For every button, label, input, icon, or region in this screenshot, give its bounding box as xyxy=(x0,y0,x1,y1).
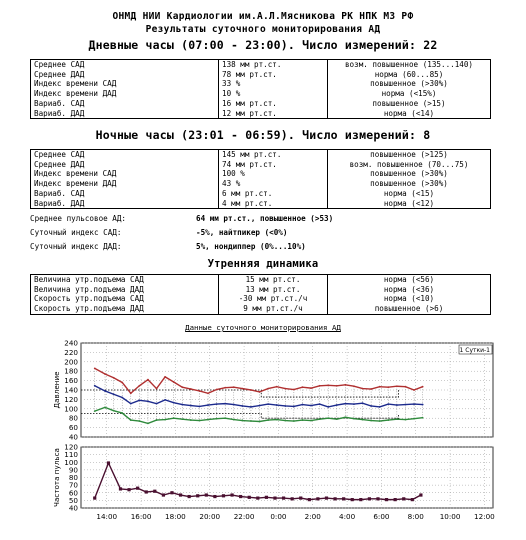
data-point xyxy=(239,495,242,498)
data-point xyxy=(156,419,158,421)
data-point xyxy=(379,420,381,422)
param-value: 33 % xyxy=(219,79,328,89)
param-name: Вариаб. САД xyxy=(31,99,219,109)
param-value: 16 мм рт.ст. xyxy=(219,99,328,109)
data-point xyxy=(156,403,158,405)
param-value: 6 мм рт.ст. xyxy=(219,189,328,199)
data-point xyxy=(196,494,199,497)
param-value: 4 мм рт.ст. xyxy=(219,199,328,209)
data-point xyxy=(394,498,397,501)
y-tick-label: 70 xyxy=(68,480,78,490)
param-name: Среднее САД xyxy=(31,150,219,160)
param-assessment: норма (<15) xyxy=(328,189,491,199)
data-point xyxy=(130,392,132,394)
data-point xyxy=(113,377,115,379)
report-subtitle: Результаты суточного мониторирования АД xyxy=(145,24,381,35)
data-point xyxy=(353,418,355,420)
param-name: Скорость утр.подъема САД xyxy=(31,294,219,304)
data-point xyxy=(405,404,407,406)
data-point xyxy=(310,405,312,407)
data-point xyxy=(402,497,405,500)
param-assessment: норма (<36) xyxy=(328,285,491,295)
data-point xyxy=(284,405,286,407)
data-point xyxy=(293,420,295,422)
data-point xyxy=(327,406,329,408)
data-point xyxy=(104,406,106,408)
param-assessment: норма (<12) xyxy=(328,199,491,209)
data-point xyxy=(413,418,415,420)
data-point xyxy=(344,403,346,405)
data-point xyxy=(130,419,132,421)
data-point xyxy=(327,417,329,419)
param-name: Вариаб. ДАД xyxy=(31,109,219,119)
data-point xyxy=(362,388,364,390)
y-tick-label: 60 xyxy=(68,488,78,498)
data-point xyxy=(276,419,278,421)
data-point xyxy=(233,386,235,388)
data-point xyxy=(370,388,372,390)
report-institution: ОНМД НИИ Кардиологии им.А.Л.Мясникова РК НПК МЗ РФ xyxy=(112,11,414,22)
data-point xyxy=(353,385,355,387)
data-point xyxy=(250,406,252,408)
data-point xyxy=(162,493,165,496)
data-point xyxy=(327,384,329,386)
data-point xyxy=(396,404,398,406)
summary-value: 64 мм рт.ст., повышенное (>53) xyxy=(196,214,334,223)
data-point xyxy=(310,387,312,389)
data-point xyxy=(241,420,243,422)
data-point xyxy=(351,498,354,501)
data-point xyxy=(94,367,96,369)
x-tick-label: 0:00 xyxy=(270,512,287,521)
data-point xyxy=(173,417,175,419)
data-point xyxy=(273,496,276,499)
data-point xyxy=(93,496,96,499)
param-assessment: возм. повышенное (70...75) xyxy=(328,160,491,170)
data-point xyxy=(308,498,311,501)
chart-panel-0 xyxy=(52,339,493,442)
data-point xyxy=(164,376,166,378)
data-point xyxy=(362,419,364,421)
data-point xyxy=(336,404,338,406)
data-point xyxy=(368,497,371,500)
param-name: Индекс времени САД xyxy=(31,169,219,179)
data-point xyxy=(145,490,148,493)
y-tick-label: 200 xyxy=(64,357,78,367)
data-point xyxy=(267,388,269,390)
y-tick-label: 60 xyxy=(68,423,78,433)
data-point xyxy=(222,494,225,497)
data-point xyxy=(213,495,216,498)
data-point xyxy=(293,406,295,408)
data-point xyxy=(136,487,139,490)
data-point xyxy=(422,417,424,419)
morning-section-title: Утренняя динамика xyxy=(207,258,319,270)
y-axis-label: Давление xyxy=(52,371,61,409)
data-point xyxy=(224,403,226,405)
x-tick-label: 20:00 xyxy=(199,512,221,521)
data-point xyxy=(181,386,183,388)
data-point xyxy=(224,417,226,419)
data-point xyxy=(276,404,278,406)
summary-label: Среднее пульсовое АД: xyxy=(30,214,127,223)
data-point xyxy=(230,493,233,496)
data-point xyxy=(259,405,261,407)
data-point xyxy=(362,402,364,404)
data-point xyxy=(276,386,278,388)
data-point xyxy=(138,420,140,422)
data-point xyxy=(333,497,336,500)
y-tick-label: 100 xyxy=(64,404,78,414)
data-point xyxy=(411,498,414,501)
y-tick-label: 110 xyxy=(64,450,78,460)
y-tick-label: 120 xyxy=(64,394,78,404)
data-point xyxy=(344,416,346,418)
summary-label: Суточный индекс САД: xyxy=(30,228,122,237)
param-value: 13 мм рт.ст. xyxy=(219,285,328,295)
param-value: 12 мм рт.ст. xyxy=(219,109,328,119)
y-tick-label: 160 xyxy=(64,376,78,386)
data-point xyxy=(310,420,312,422)
param-name: Вариаб. ДАД xyxy=(31,199,219,209)
data-point xyxy=(94,410,96,412)
param-name: Величина утр.подъема САД xyxy=(31,275,219,285)
data-point xyxy=(376,497,379,500)
y-tick-label: 80 xyxy=(68,413,78,423)
data-point xyxy=(190,388,192,390)
y-tick-label: 100 xyxy=(64,457,78,467)
summary-label: Суточный индекс ДАД: xyxy=(30,242,122,251)
data-point xyxy=(396,418,398,420)
y-tick-label: 90 xyxy=(68,465,78,475)
data-point xyxy=(256,496,259,499)
y-tick-label: 140 xyxy=(64,385,78,395)
param-name: Скорость утр.подъема ДАД xyxy=(31,304,219,314)
data-point xyxy=(422,386,424,388)
data-point xyxy=(153,490,156,493)
param-assessment: норма (<10) xyxy=(328,294,491,304)
param-assessment: норма (60...85) xyxy=(328,70,491,80)
plot-area xyxy=(81,343,493,437)
data-point xyxy=(413,403,415,405)
data-point xyxy=(359,498,362,501)
data-point xyxy=(127,488,130,491)
data-point xyxy=(241,388,243,390)
param-name: Вариаб. САД xyxy=(31,189,219,199)
data-point xyxy=(422,404,424,406)
data-point xyxy=(370,405,372,407)
data-point xyxy=(138,399,140,401)
param-assessment: повышенное (>30%) xyxy=(328,169,491,179)
x-tick-label: 4:00 xyxy=(339,512,356,521)
x-tick-label: 16:00 xyxy=(130,512,152,521)
data-point xyxy=(265,496,268,499)
data-point xyxy=(147,400,149,402)
data-point xyxy=(233,404,235,406)
x-tick-label: 8:00 xyxy=(407,512,424,521)
summary-value: 5%, нондиппер (0%...10%) xyxy=(196,242,306,251)
param-assessment: повышенное (>15) xyxy=(328,99,491,109)
data-point xyxy=(164,419,166,421)
data-point xyxy=(353,403,355,405)
data-point xyxy=(336,418,338,420)
param-assessment: норма (<15%) xyxy=(328,89,491,99)
data-point xyxy=(104,373,106,375)
data-point xyxy=(121,397,123,399)
data-point xyxy=(216,403,218,405)
x-tick-label: 10:00 xyxy=(439,512,461,521)
data-point xyxy=(319,385,321,387)
data-point xyxy=(250,389,252,391)
data-point xyxy=(319,418,321,420)
day-section-title: Дневные часы (07:00 - 23:00). Число измерений: 22 xyxy=(88,38,438,52)
data-point xyxy=(302,404,304,406)
y-tick-label: 240 xyxy=(64,338,78,348)
param-value: 9 мм рт.ст./ч xyxy=(219,304,328,314)
param-assessment: норма (<56) xyxy=(328,275,491,285)
data-point xyxy=(250,420,252,422)
data-point xyxy=(379,406,381,408)
data-point xyxy=(170,491,173,494)
data-point xyxy=(259,391,261,393)
x-tick-label: 6:00 xyxy=(373,512,390,521)
data-point xyxy=(419,493,422,496)
param-name: Индекс времени ДАД xyxy=(31,89,219,99)
data-point xyxy=(370,420,372,422)
data-point xyxy=(241,405,243,407)
data-point xyxy=(302,419,304,421)
data-point xyxy=(190,419,192,421)
data-point xyxy=(302,386,304,388)
data-point xyxy=(207,419,209,421)
param-value: 10 % xyxy=(219,89,328,99)
data-point xyxy=(248,496,251,499)
data-point xyxy=(405,419,407,421)
data-point xyxy=(267,403,269,405)
data-point xyxy=(181,418,183,420)
data-point xyxy=(224,387,226,389)
data-point xyxy=(385,498,388,501)
x-tick-label: 22:00 xyxy=(233,512,255,521)
data-point xyxy=(216,418,218,420)
param-assessment: норма (<14) xyxy=(328,109,491,119)
param-assessment: повышенное (>30%) xyxy=(328,179,491,189)
data-point xyxy=(284,420,286,422)
data-point xyxy=(181,404,183,406)
y-tick-label: 40 xyxy=(68,503,78,513)
data-point xyxy=(147,422,149,424)
data-point xyxy=(344,384,346,386)
data-point xyxy=(138,385,140,387)
param-assessment: повышенное (>30%) xyxy=(328,79,491,89)
y-tick-label: 120 xyxy=(64,442,78,452)
chart-panel-1 xyxy=(52,443,495,522)
x-tick-label: 2:00 xyxy=(304,512,321,521)
param-value: 100 % xyxy=(219,169,328,179)
data-point xyxy=(233,419,235,421)
data-point xyxy=(387,419,389,421)
param-value: 138 мм рт.ст. xyxy=(219,60,328,70)
data-point xyxy=(156,388,158,390)
data-point xyxy=(199,420,201,422)
param-name: Среднее ДАД xyxy=(31,70,219,80)
data-point xyxy=(207,392,209,394)
y-axis-label: Частота пульса xyxy=(52,448,61,507)
data-point xyxy=(325,496,328,499)
param-value: 74 мм рт.ст. xyxy=(219,160,328,170)
data-point xyxy=(405,386,407,388)
y-tick-label: 50 xyxy=(68,495,78,505)
data-point xyxy=(94,385,96,387)
data-point xyxy=(188,495,191,498)
data-point xyxy=(164,399,166,401)
data-point xyxy=(319,403,321,405)
data-point xyxy=(173,381,175,383)
data-point xyxy=(107,461,110,464)
data-point xyxy=(121,382,123,384)
x-tick-label: 12:00 xyxy=(474,512,495,521)
data-point xyxy=(291,497,294,500)
data-point xyxy=(130,403,132,405)
data-point xyxy=(316,497,319,500)
data-point xyxy=(336,385,338,387)
data-point xyxy=(113,410,115,412)
data-point xyxy=(216,389,218,391)
param-name: Индекс времени САД xyxy=(31,79,219,89)
param-assessment: повышенное (>125) xyxy=(328,150,491,160)
data-point xyxy=(299,496,302,499)
y-tick-label: 220 xyxy=(64,347,78,357)
param-value: -30 мм рт.ст./ч xyxy=(219,294,328,304)
param-value: 145 мм рт.ст. xyxy=(219,150,328,160)
data-point xyxy=(267,419,269,421)
data-point xyxy=(379,386,381,388)
data-point xyxy=(104,390,106,392)
data-point xyxy=(342,497,345,500)
data-point xyxy=(293,389,295,391)
night-section-title: Ночные часы (23:01 - 06:59). Число измерений: 8 xyxy=(95,128,431,142)
data-point xyxy=(207,404,209,406)
data-point xyxy=(173,402,175,404)
param-name: Среднее ДАД xyxy=(31,160,219,170)
data-point xyxy=(147,379,149,381)
summary-value: -5%, найтпикер (<0%) xyxy=(196,228,288,237)
data-point xyxy=(387,386,389,388)
y-tick-label: 180 xyxy=(64,366,78,376)
data-point xyxy=(199,390,201,392)
x-tick-label: 14:00 xyxy=(96,512,118,521)
param-name: Среднее САД xyxy=(31,60,219,70)
param-value: 43 % xyxy=(219,179,328,189)
param-assessment: повышенное (>6) xyxy=(328,304,491,314)
data-point xyxy=(113,393,115,395)
x-tick-label: 18:00 xyxy=(165,512,186,521)
data-point xyxy=(190,405,192,407)
data-point xyxy=(205,493,208,496)
data-point xyxy=(282,496,285,499)
data-point xyxy=(179,493,182,496)
param-value: 15 мм рт.ст. xyxy=(219,275,328,285)
data-point xyxy=(284,388,286,390)
param-name: Индекс времени ДАД xyxy=(31,179,219,189)
data-point xyxy=(387,403,389,405)
legend-label: 1 Сутки-1 xyxy=(459,347,490,354)
data-point xyxy=(396,385,398,387)
data-point xyxy=(119,487,122,490)
chart-title: Данные суточного мониторирования АД xyxy=(185,323,341,332)
y-tick-label: 40 xyxy=(68,432,78,442)
data-point xyxy=(259,421,261,423)
y-tick-label: 80 xyxy=(68,473,78,482)
data-point xyxy=(413,389,415,391)
param-value: 78 мм рт.ст. xyxy=(219,70,328,80)
param-name: Величина утр.подъема ДАД xyxy=(31,285,219,295)
data-point xyxy=(199,406,201,408)
param-assessment: возм. повышенное (135...140) xyxy=(328,60,491,70)
data-point xyxy=(121,412,123,414)
